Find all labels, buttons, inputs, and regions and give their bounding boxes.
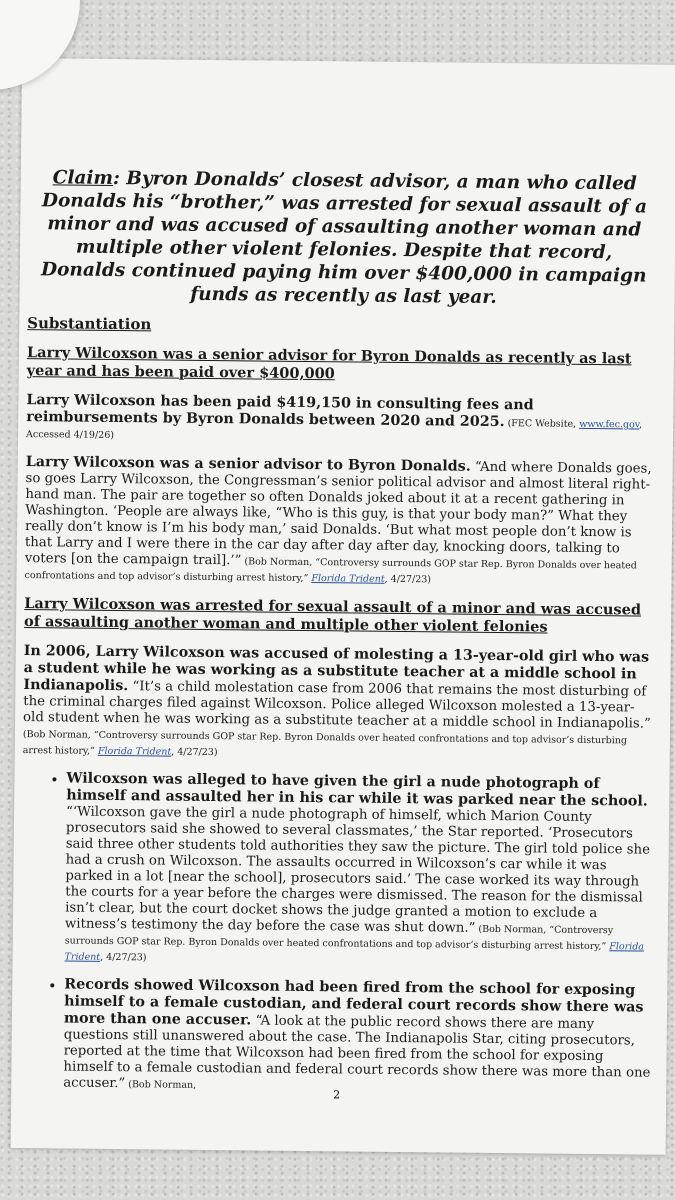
- substantiation-heading: Substantiation: [27, 314, 152, 334]
- florida-trident-link[interactable]: Florida Trident: [311, 573, 385, 585]
- florida-trident-link[interactable]: Florida Trident: [97, 745, 172, 758]
- claim-label: Claim: [52, 167, 114, 189]
- document-body: [19, 166, 661, 1110]
- claim-block: [31, 166, 656, 311]
- paragraph-senior-advisor: Larry Wilcoxson was a senior advisor to Byron Donalds. “And where Donalds goes, so goes Larry Wilcoxson, the Congressman’s senior political advisor and almost literal right-hand man. The pair are together so often Donalds joked about it at a recent gathering in Washington. ‘People are always like, “Who is this guy, is that your body man?” What they really don’t know is I’m his body man,’ said Donalds. ‘But what most people don’t know is that Larry and I were there in the car day after day after day, knocking doors, talking to voters [on the campaign trail].’” (Bob Norman, “Controversy surrounds GOP star Rep. Byron Donalds over heated confrontations and top advisor’s disturbing arrest history,” Florida Trident, 4/27/23): [24, 454, 652, 586]
- section-heading-advisor: Larry Wilcoxson was a senior advisor for Byron Donalds as recently as last year and has been paid over $400,000: [26, 344, 632, 383]
- document-page: [11, 58, 675, 1155]
- list-item: • Wilcoxson was alleged to have given the girl a nude photograph of himself and assaulted her in his car while it was parked near the school. “‘Wilcoxson gave the girl a nude photograph of himself, which Marion County prosecutors said she showed to several classmates,’ the Star reported. ‘Prosecutors said three other students told authorities they saw the picture. The girl told police she had a crush on Wilcoxson. The assaults occurred in Wilcoxson’s car while it was parked in a lot [near the school], prosecutors said.’ The case worked its way through the courts for a year before the charges were dismissed. The reason for the dismissal isn’t clear, but the court docket shows the judge granted a motion to exclude a witness’s testimony the day before the case was shut down.” (Bob Norman, “Controversy surrounds GOP star Rep. Byron Donalds over heated confrontations and top advisor’s disturbing arrest history,” Florida Trident, 4/27/23): [65, 771, 655, 971]
- florida-trident-link[interactable]: Florida Trident: [64, 941, 645, 963]
- page-number: 2: [333, 1088, 341, 1102]
- list-item: • Records showed Wilcoxson had been fired from the school for exposing himself to a female custodian, and federal court records show there was more than one accuser. “A look at the public record shows there are many questions still unanswered about the case. The Indianapolis Star, citing prosecutors, reported at the time that Wilcoxson had been fired from the school for exposing himself to a female custodian and federal court records show there was more than one accuser.” (Bob Norman,: [63, 976, 652, 1097]
- section-heading-arrest: Larry Wilcoxson was arrested for sexual assault of a minor and was accused of assaulting another woman and multiple other violent felonies: [24, 595, 642, 636]
- paragraph-payments: Larry Wilcoxson has been paid $419,150 in consulting fees and reimbursements by Byron Donalds between 2020 and 2025. (FEC Website, www.fec.gov, Accessed 4/19/26): [25, 392, 643, 441]
- claim-text: : Byron Donalds’ closest advisor, a man who called Donalds his “brother,” was arrested for sexual assault of a minor and was accused of assaulting another woman and multiple other violent felonies. Despite that record, Donalds continued paying him over $400,000 in campaign funds as recently as last year.: [40, 167, 648, 308]
- fec-link[interactable]: www.fec.gov: [579, 418, 640, 431]
- paragraph-2006-case: In 2006, Larry Wilcoxson was accused of molesting a 13-year-old girl who was a student while he was working as a substitute teacher at a middle school in Indianapolis. “It’s a child molestation case from 2006 that remains the most disturbing of the criminal charges filed against Wilcoxson. Police alleged Wilcoxson molested a 13-year-old student when he was working as a substitute teacher at a middle school in Indianapolis.” (Bob Norman, “Controversy surrounds GOP star Rep. Byron Donalds over heated confrontations and top advisor’s disturbing arrest history,” Florida Trident, 4/27/23): [22, 643, 651, 759]
- bullet-list: [19, 770, 654, 1098]
